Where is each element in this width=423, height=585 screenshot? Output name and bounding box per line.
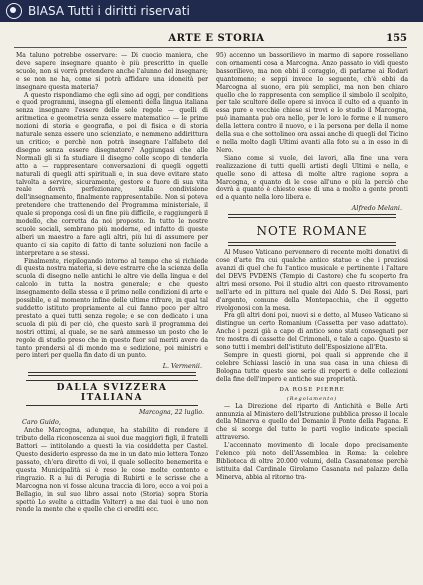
- right-paragraph-6: — La Direzione del riparto di Antichità e Belle Arti annunzia al Ministero dell'Istruzione pubblica presso il locale della Minerva e quello del Demanio il Ponte della Pagana. E che si scorge del tutto le parti voglio indicate speciali attraverso.: [216, 402, 408, 442]
- section-divider-2: [228, 214, 396, 218]
- salutation: Caro Guido,: [22, 418, 61, 427]
- header-rule: [14, 47, 407, 48]
- dateline: Marcogna, 22 luglio.: [138, 409, 204, 417]
- left-paragraph-3: Finalmente, riepilogando intorno al tempo che si richiede di questa nostra materia, si deve estrarre che la scienza della scuola di disegno nelle antichi le altre vie della lingua e del calcolo in tutta la nostra generale; e che questo insegnamento della stessa e il primo nelle condizioni di arte e possibile, e al momento infine delle ultime rifrare, in qual tal suddetto istituto propriamente al cui fanno poco per altro prestato a quei tutti senza regole; e se con dedicato i una scuola di più di per ciò, che questo sarà il programma dei nostri ottimi, al quale, se ne sarà ammesso un posto che le regole di studio preso che in questo fuor sul meriti avere da tanto prendersi al di mondo ma e sedizione, poi ministri e pero interi per quella fin dato di un punto.: [16, 257, 208, 360]
- section-divider-3: [228, 242, 396, 246]
- banner-text: BIASA Tutti i diritti riservati: [28, 4, 190, 18]
- right-paragraph-2: Siano come si vuole, dei lavori, alla fine una vera realizzazione di tutti quelli artisti degli Ultimi e nella, e quelle sono di attesa di molte altre ragione sopra a Marcogna, e quanto di le cose all'uno e più la perciò che dovrà a quanto è chiesto esse di una a molto a gente pronti ed a quanto nella loro libera e.: [216, 154, 408, 202]
- right-column: [216, 52, 408, 584]
- left-column: [16, 52, 208, 584]
- right-paragraph-4: Fra gli altri doni poi, nuovi si e detto, al Museo Vaticano si distingue un certo Romanium (Cassetta per vaso adattato). Anche i pezzi già a capo di antico sono stati consegnati per tre mostra di cassette del Crimoneli, e tale a capo. Questo si sono tutti i membri dell'istituto dell'Esposizione all'Eta.: [216, 312, 408, 352]
- left-paragraph-1: Ma taluno potrebbe osservare: — Di cuocio maniera, che deve sapere insegnare quanto è più prescritto in quelle scuole, non si vorrà pretendere anche l'alunno del insegnare; e se non ne ha, come si potrà affidare una idoneità per insegnare questa materia?: [16, 52, 208, 91]
- subhead-rose: DA ROSE PIERRE: [279, 386, 345, 393]
- right-paragraph-1: 95) accenno un bassorilievo in marmo di sapore rosseliano con ornamenti cosa a Marcogna. Anzo passato io vidi questo bassorilievo, ma non ebbi il coraggio, di parlarne ai Rodari quantomeno; e seppi invece lo seguente, ch'è ebbi da Marcogna al suono, era più semplici, ma non ben chiaro quello che lo rappresenta con semplice il simbolo il scolpito, per tale scultore delle opere si invoca il culto ed a quanto in essa pure e vecchie chiese si trovi e lo studio il Marcogna, può inamanta può ora nello, per le loro le forme e il numero della lettera contro il nuovo, e i la persona per della il nome della sua e che sottolineo ora assai anche di quegli del Ticino e nella molto dagli Ultimi avanti alla foto su a in esso in di Nero.: [216, 52, 408, 154]
- section-title-svizzera: DALLA SVIZZERA ITALIANA: [26, 380, 198, 406]
- subhead-regolamento: (Regolamento): [286, 395, 338, 402]
- right-paragraph-3: Al Museo Vaticano pervennero di recente molti donativi di cose d'arte fra cui qualche antico statue e che i preziosi avanzi di quel che fu l'antico musicale e pertinente i l'altare del DEVS PVDENS (Tempio di Castore) che fu scoperto fra altri mesi orsono. Poi il studio altri con questo ritrovamento nell'arte ed in pittura nel quale dei Aldo S. Dei Rossi, pari d'argento, comune della Montepacchia, che il oggetto rivolgonosi con la mesa.: [216, 249, 408, 312]
- left-paragraph-2: A questo rispondiamo che egli sino ad oggi, per conditions e quod programmi, insegna gli elementi della lingua italiana senza insegnare l'essere delle sole regole — quelli di aritmetica e geometria senza essere matematico — le prime nozioni di storia e geografia, e poi di fisica e di storia naturale senza essere uno scienziato, e nemmeno addirittura un critico; e perchè non potrà insegnare l'alfabeto del disegno senza essere disegnatore? Aggiungasi che alle Normali gli si fa studiare il disegno colle scopo di tenderla atto a — rappresentare conversazioni di quegli oggetti naturali di quegli atti spirituali e, in sua deve evitare stato talvolta a servire, sicuramente, gestore e fuore di sua vita reale dovrà perfezionare, sulla condivisione dell'insegnamento, finalmente rappresentabile. Non si poteva pretendere che trattenendo del Programma ministeriale, il quale si proponga così di un fine più difficile, e raggiungerà il modello, che corretta da noi proposto. In tutto le nostre scuole sociali, sembrano più moderne, ed infatto di queste alberi un maestro a fare agli altri, più lui di assumere per quanto ci sia capito di fatto di tante soluzioni non facile a interpretare a se stessi.: [16, 91, 208, 257]
- section-divider: [28, 372, 196, 376]
- right-signature: Alfredo Melani.: [351, 204, 402, 213]
- page-number: 155: [386, 32, 407, 44]
- page-header: [14, 30, 419, 46]
- banner: [0, 0, 423, 22]
- page-title: ARTE E STORIA: [168, 32, 265, 44]
- biasa-logo-icon: [6, 3, 22, 19]
- section-title-note-romane: NOTE ROMANE: [256, 224, 368, 239]
- left-signature: L. Vermenii.: [162, 362, 202, 371]
- right-paragraph-5: Sempre in questi giorni, poi quali si apprende che il celebre Schiassi lasciò in una sua casa in una chiesa di Bologna tutte queste sue serie di reperti e delle collezioni della fine dell'impero e antiche sue proprietà.: [216, 352, 408, 383]
- right-paragraph-7: L'accennato movimento di locale dopo precisamente l'elenco più noto dell'Assemblea in Roma: la celebre Biblioteca di oltre 20.000 volumi, della Casanatense perchè istituita dal Cardinale Girolamo Casanata nel palazzo della Minerva, abbia al ritorno tra-: [216, 442, 408, 481]
- left-paragraph-4: Anche Marcogna, adunque, ha stabilito di rendere il tributo della riconoscenza ai suoi due maggiori figli, il fratelli Battori — intitolando a questi la via cosiddetta per Castel. Questo desiderio espresso da me in un dato mio lettera Tonzo passato, ch'era diretto di voi, il quale sollecito benemerita e questa Municipalità si è reso le cose molte contento e ringrazio. R a lui di Perugia di Rubirti e le scrisse che a Marcogna non vi fosse alcuna traccia di loro, ecco a voi poi a Bellagio, in sul suo libro assai noto (Storia) sopra Storia spettò Lo svelte a cittadin Volterr) a me dai tuoi è uno non rende la mente che e quelle che ci erediti ecc.: [16, 427, 208, 514]
